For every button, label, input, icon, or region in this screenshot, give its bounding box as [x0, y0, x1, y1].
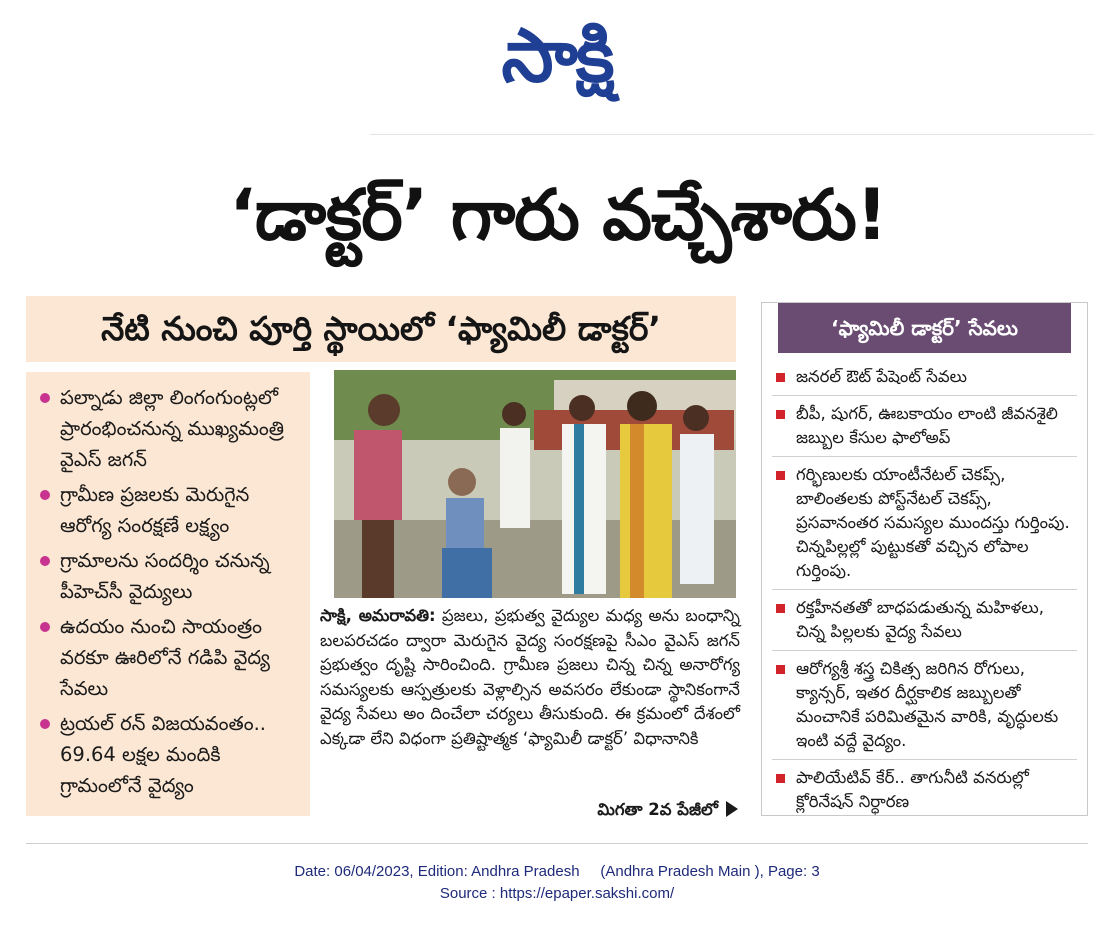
highlight-item: గ్రామాలను సందర్శిం చనున్న పీహెచ్‌సీ వైద్యులు	[38, 545, 302, 607]
article-body	[320, 604, 740, 752]
service-item: బీపీ, షుగర్, ఊబకాయం లాంటి జీవనశైలి జబ్బుల కేసుల ఫాలోఅప్	[772, 396, 1077, 457]
service-item: ఆరోగ్యశ్రీ శస్త్ర చికిత్స జరిగిన రోగులు, క్యాన్సర్, ఇతర దీర్ఘకాలిక జబ్బులతో మంచానికే పరిమితమైన వారికి, వృద్ధులకు ఇంటి వద్దే వైద్యం.	[772, 651, 1077, 760]
footer-divider	[26, 843, 1088, 844]
sakshi-logo: సాక్షి	[501, 13, 613, 99]
bullet-dot-icon	[40, 719, 50, 729]
service-item: గర్భిణులకు యాంటీనేటల్ చెకప్స్, బాలింతలకు పోస్ట్‌నేటల్ చెకప్స్, ప్రసవానంతర సమస్యల ముందస్తు గుర్తింపు. చిన్నపిల్లల్లో పుట్టుకతో వచ్చిన లోపాల గుర్తింపు.	[772, 457, 1077, 590]
footer-source-link[interactable]: Source : https://epaper.sakshi.com/	[439, 885, 675, 902]
bullet-dot-icon	[40, 556, 50, 566]
bullet-square-icon	[776, 774, 785, 783]
continued-link[interactable]: మిగతా 2వ పేజీలో	[560, 797, 738, 823]
service-item: జనరల్ ఔట్ పేషెంట్ సేవలు	[772, 359, 1077, 396]
bullet-dot-icon	[40, 622, 50, 632]
article-dateline: సాక్షి, అమరావతి:	[320, 606, 436, 625]
bullet-dot-icon	[40, 393, 50, 403]
article-photo	[334, 370, 736, 598]
highlight-item: గ్రామీణ ప్రజలకు మెరుగైన ఆరోగ్య సంరక్షణే లక్ష్యం	[38, 479, 302, 541]
article-headline: ‘డాక్టర్’ గారు వచ్చేశారు!	[229, 174, 887, 256]
services-title: ‘ఫ్యామిలీ డాక్టర్’ సేవలు	[778, 303, 1071, 353]
article-subheadline: నేటి నుంచి పూర్తి స్థాయిలో ‘ఫ్యామిలీ డాక్టర్’	[26, 296, 736, 362]
bullet-square-icon	[776, 410, 785, 419]
services-list	[772, 359, 1077, 820]
masthead-divider	[370, 134, 1094, 135]
highlight-item: ఉదయం నుంచి సాయంత్రం వరకూ ఊరిలోనే గడిపి వైద్య సేవలు	[38, 611, 302, 704]
bullet-square-icon	[776, 604, 785, 613]
article-body-text: ప్రజలు, ప్రభుత్వ వైద్యుల మధ్య అను బంధాన్ని బలపరచడం ద్వారా మెరుగైన వైద్య సంరక్షణపై సీఎం వైఎస్ జగన్ ప్రభుత్వం దృష్టి సారించింది. గ్రామీణ ప్రజలు చిన్న చిన్న అనారోగ్య సమస్యలకు ఆస్పత్రులకు వెళ్లాల్సిన అవసరం లేకుండా స్థానికంగానే వైద్య సేవలు అం దించేలా చర్యలు తీసుకుంది. ఈ క్రమంలో దేశంలో ఎక్కడా లేని విధంగా ప్రతిష్టాత్మక ‘ఫ్యామిలీ డాక్టర్’ విధానానికి	[320, 606, 740, 748]
highlight-item: ట్రయల్ రన్ విజయవంతం.. 69.64 లక్షల మందికి గ్రామంలోనే వైద్యం	[38, 708, 302, 801]
services-sidebar	[761, 302, 1088, 816]
footer-edition-info: Date: 06/04/2023, Edition: Andhra Pradesh (Andhra Pradesh Main ), Page: 3	[294, 863, 820, 880]
service-item: రక్తహీనతతో బాధపడుతున్న మహిళలు, చిన్న పిల్లలకు వైద్య సేవలు	[772, 590, 1077, 651]
bullet-square-icon	[776, 665, 785, 674]
highlight-item: పల్నాడు జిల్లా లింగంగుంట్లలో ప్రారంభించనున్న ముఖ్యమంత్రి వైఎస్ జగన్	[38, 382, 302, 475]
service-item: పాలియేటివ్ కేర్.. తాగునీటి వనరుల్లో క్లోరినేషన్ నిర్ధారణ	[772, 760, 1077, 820]
bullet-dot-icon	[40, 490, 50, 500]
bullet-square-icon	[776, 373, 785, 382]
bullet-square-icon	[776, 471, 785, 480]
highlights-box	[26, 372, 310, 816]
arrow-right-icon	[726, 801, 738, 817]
